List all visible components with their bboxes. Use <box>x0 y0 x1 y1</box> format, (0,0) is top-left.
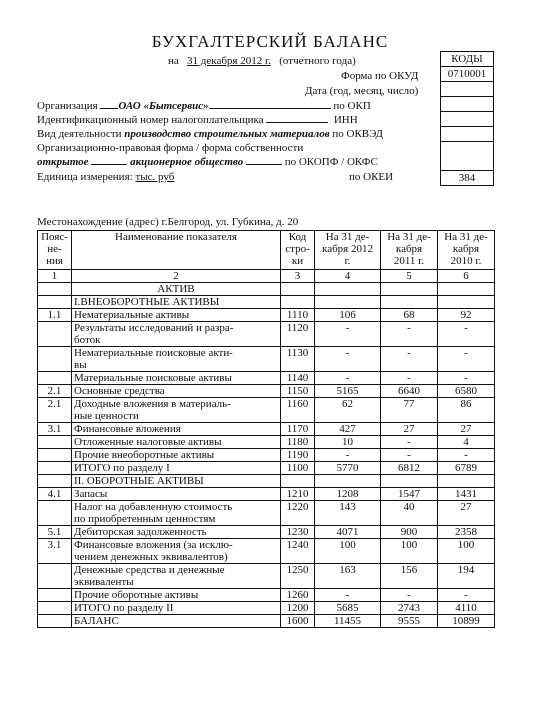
unit-value: тыс. руб <box>135 171 175 183</box>
row-value-2011: 6640 <box>381 385 438 398</box>
row-value-2010: 1431 <box>438 488 495 501</box>
row-code: 1170 <box>281 423 315 436</box>
row-value-2012: 5685 <box>315 602 381 615</box>
location-line: Местонахождение (адрес) г.Белгород, ул. Губкина, д. 20 <box>37 216 299 228</box>
org-line <box>37 100 371 112</box>
report-date: 31 декабря 2012 г. <box>187 55 271 67</box>
row-note <box>38 589 72 602</box>
row-code: 1160 <box>281 398 315 423</box>
row-code: 1220 <box>281 501 315 526</box>
row-code: 1190 <box>281 449 315 462</box>
header-2011: На 31 де- кабря 2011 г. <box>381 231 438 270</box>
table-row <box>38 322 495 347</box>
row-value-2012: - <box>315 322 381 347</box>
row-value-2012: 143 <box>315 501 381 526</box>
col-number: 3 <box>281 270 315 283</box>
table-row <box>38 423 495 436</box>
table-row <box>38 436 495 449</box>
unit-label: Единица измерения: <box>37 171 133 183</box>
row-value-2011: 6812 <box>381 462 438 475</box>
row-value-2012 <box>315 283 381 296</box>
row-note: 5.1 <box>38 526 72 539</box>
okopf-label: по ОКОПФ / ОКФС <box>284 156 378 168</box>
row-value-2012: 5770 <box>315 462 381 475</box>
header-note: Пояс- не- ния <box>38 231 72 270</box>
row-name: ИТОГО по разделу II <box>72 602 281 615</box>
row-note <box>38 296 72 309</box>
header-name: Наименование показателя <box>72 231 281 270</box>
row-name: II. ОБОРОТНЫЕ АКТИВЫ <box>72 475 281 488</box>
row-value-2011: 40 <box>381 501 438 526</box>
table-row <box>38 501 495 526</box>
legal-form-1: открытое <box>37 156 89 168</box>
row-value-2010: 100 <box>438 539 495 564</box>
row-code <box>281 296 315 309</box>
row-value-2012: 163 <box>315 564 381 589</box>
row-value-2011: - <box>381 436 438 449</box>
row-value-2012: - <box>315 372 381 385</box>
row-value-2010: - <box>438 322 495 347</box>
row-value-2010: 194 <box>438 564 495 589</box>
inn-line <box>37 114 358 126</box>
row-note <box>38 475 72 488</box>
row-note: 2.1 <box>38 398 72 423</box>
row-note <box>38 322 72 347</box>
okopf-value <box>441 142 494 171</box>
table-row <box>38 615 495 628</box>
inn-value <box>441 112 494 127</box>
row-value-2011: - <box>381 449 438 462</box>
row-note: 2.1 <box>38 385 72 398</box>
row-name: Дебиторская задолженность <box>72 526 281 539</box>
row-value-2010 <box>438 283 495 296</box>
header-code: Код стро- ки <box>281 231 315 270</box>
row-value-2010: 10899 <box>438 615 495 628</box>
legal-form-line <box>37 156 378 168</box>
row-value-2012: - <box>315 589 381 602</box>
activity-label: Вид деятельности <box>37 128 122 140</box>
okei-label: по ОКЕИ <box>349 171 394 183</box>
row-code: 1600 <box>281 615 315 628</box>
legal-form-2: акционерное общество <box>130 156 244 168</box>
row-code: 1150 <box>281 385 315 398</box>
col-number: 5 <box>381 270 438 283</box>
row-note <box>38 462 72 475</box>
row-name: Материальные поисковые активы <box>72 372 281 385</box>
row-value-2011: 1547 <box>381 488 438 501</box>
okei-value: 384 <box>441 171 494 186</box>
balance-table <box>37 230 495 628</box>
row-name: Нематериальные поисковые акти- вы <box>72 347 281 372</box>
row-note: 4.1 <box>38 488 72 501</box>
row-code: 1250 <box>281 564 315 589</box>
row-code: 1230 <box>281 526 315 539</box>
row-value-2012: 427 <box>315 423 381 436</box>
table-row <box>38 385 495 398</box>
row-note <box>38 372 72 385</box>
date-label: Дата (год, месяц, число) <box>305 85 419 97</box>
table-row <box>38 539 495 564</box>
table-header-row <box>38 231 495 270</box>
table-row <box>38 475 495 488</box>
row-note <box>38 564 72 589</box>
table-row <box>38 564 495 589</box>
row-value-2011: 9555 <box>381 615 438 628</box>
okpo-label: по ОКП <box>333 100 371 112</box>
table-row <box>38 309 495 322</box>
row-code: 1210 <box>281 488 315 501</box>
row-name: Финансовые вложения <box>72 423 281 436</box>
row-value-2011: 68 <box>381 309 438 322</box>
activity-line <box>37 128 383 140</box>
row-note: 1.1 <box>38 309 72 322</box>
row-value-2011: 100 <box>381 539 438 564</box>
row-name: Прочие внеоборотные активы <box>72 449 281 462</box>
row-note <box>38 347 72 372</box>
row-value-2010: 27 <box>438 501 495 526</box>
row-value-2010: 6580 <box>438 385 495 398</box>
row-note <box>38 501 72 526</box>
row-value-2012: 100 <box>315 539 381 564</box>
row-name: Прочие оборотные активы <box>72 589 281 602</box>
row-value-2010: - <box>438 347 495 372</box>
col-number: 4 <box>315 270 381 283</box>
row-value-2012: 62 <box>315 398 381 423</box>
row-note: 3.1 <box>38 423 72 436</box>
table-row <box>38 347 495 372</box>
row-value-2012: 106 <box>315 309 381 322</box>
date-value <box>441 82 494 97</box>
okpo-value <box>441 97 494 112</box>
row-value-2011: - <box>381 589 438 602</box>
table-row <box>38 449 495 462</box>
row-value-2010: - <box>438 372 495 385</box>
row-name: Денежные средства и денежные эквиваленты <box>72 564 281 589</box>
legal-form-label: Организационно-правовая форма / форма собственности <box>37 142 304 154</box>
table-row <box>38 283 495 296</box>
table-row <box>38 526 495 539</box>
row-value-2010: 6789 <box>438 462 495 475</box>
row-name: Налог на добавленную стоимость по приобретенным ценностям <box>72 501 281 526</box>
activity-value: производство строительных материалов <box>124 128 330 140</box>
row-name: АКТИВ <box>72 283 281 296</box>
okud-label: Форма по ОКУД <box>341 70 419 82</box>
header-2010: На 31 де- кабря 2010 г. <box>438 231 495 270</box>
row-code <box>281 283 315 296</box>
row-note: 3.1 <box>38 539 72 564</box>
row-name: Основные средства <box>72 385 281 398</box>
row-name: Финансовые вложения (за исклю- чением денежных эквивалентов) <box>72 539 281 564</box>
row-value-2012: 11455 <box>315 615 381 628</box>
okved-value <box>441 127 494 142</box>
table-body <box>38 283 495 628</box>
table-number-row <box>38 270 495 283</box>
row-value-2012: - <box>315 449 381 462</box>
row-note <box>38 436 72 449</box>
row-value-2011 <box>381 296 438 309</box>
row-code <box>281 475 315 488</box>
row-code: 1200 <box>281 602 315 615</box>
table-row <box>38 462 495 475</box>
table-row <box>38 488 495 501</box>
row-value-2011: 156 <box>381 564 438 589</box>
row-value-2010: 2358 <box>438 526 495 539</box>
row-value-2010 <box>438 475 495 488</box>
table-row <box>38 372 495 385</box>
row-value-2010: - <box>438 449 495 462</box>
row-name: Результаты исследований и разра- боток <box>72 322 281 347</box>
row-note <box>38 615 72 628</box>
row-value-2011: 900 <box>381 526 438 539</box>
row-value-2012: - <box>315 347 381 372</box>
report-date-line <box>168 55 356 67</box>
row-name: Запасы <box>72 488 281 501</box>
row-name: Доходные вложения в материаль- ные ценности <box>72 398 281 423</box>
row-name: ИТОГО по разделу I <box>72 462 281 475</box>
row-name: БАЛАНС <box>72 615 281 628</box>
document-title: БУХГАЛТЕРСКИЙ БАЛАНС <box>151 32 389 51</box>
row-value-2011 <box>381 283 438 296</box>
okved-label: по ОКВЭД <box>332 128 383 140</box>
col-number: 1 <box>38 270 72 283</box>
period-note: (отчетного года) <box>279 55 356 67</box>
codes-table <box>440 51 494 186</box>
inn-label-right: ИНН <box>333 114 358 126</box>
row-code: 1130 <box>281 347 315 372</box>
row-code: 1260 <box>281 589 315 602</box>
table-row <box>38 589 495 602</box>
row-code: 1240 <box>281 539 315 564</box>
codes-header: КОДЫ <box>441 52 494 67</box>
row-value-2012 <box>315 296 381 309</box>
col-number: 2 <box>72 270 281 283</box>
row-value-2012: 5165 <box>315 385 381 398</box>
row-value-2011: 77 <box>381 398 438 423</box>
on-label: на <box>168 55 179 67</box>
row-value-2012: 10 <box>315 436 381 449</box>
table-row <box>38 602 495 615</box>
row-value-2010: 92 <box>438 309 495 322</box>
org-name: ОАО «Бытсервис» <box>118 100 209 112</box>
row-value-2011: - <box>381 347 438 372</box>
table-row <box>38 398 495 423</box>
row-note <box>38 602 72 615</box>
okud-value: 0710001 <box>441 67 494 82</box>
org-label: Организация <box>37 100 98 112</box>
row-code: 1100 <box>281 462 315 475</box>
row-note <box>38 449 72 462</box>
row-value-2010: 4 <box>438 436 495 449</box>
inn-label-left: Идентификационный номер налогоплательщика <box>37 114 264 126</box>
row-value-2010 <box>438 296 495 309</box>
row-code: 1110 <box>281 309 315 322</box>
row-value-2010: - <box>438 589 495 602</box>
row-value-2011: 27 <box>381 423 438 436</box>
row-name: I.ВНЕОБОРОТНЫЕ АКТИВЫ <box>72 296 281 309</box>
header-2012: На 31 де- кабря 2012 г. <box>315 231 381 270</box>
row-value-2011: 2743 <box>381 602 438 615</box>
row-note <box>38 283 72 296</box>
row-value-2010: 4110 <box>438 602 495 615</box>
row-code: 1140 <box>281 372 315 385</box>
row-code: 1180 <box>281 436 315 449</box>
row-value-2011: - <box>381 322 438 347</box>
row-value-2010: 27 <box>438 423 495 436</box>
row-value-2010: 86 <box>438 398 495 423</box>
row-value-2012: 4071 <box>315 526 381 539</box>
row-value-2012: 1208 <box>315 488 381 501</box>
row-value-2012 <box>315 475 381 488</box>
col-number: 6 <box>438 270 495 283</box>
row-name: Нематериальные активы <box>72 309 281 322</box>
row-value-2011 <box>381 475 438 488</box>
row-name: Отложенные налоговые активы <box>72 436 281 449</box>
unit-line <box>37 171 174 183</box>
row-code: 1120 <box>281 322 315 347</box>
row-value-2011: - <box>381 372 438 385</box>
table-row <box>38 296 495 309</box>
